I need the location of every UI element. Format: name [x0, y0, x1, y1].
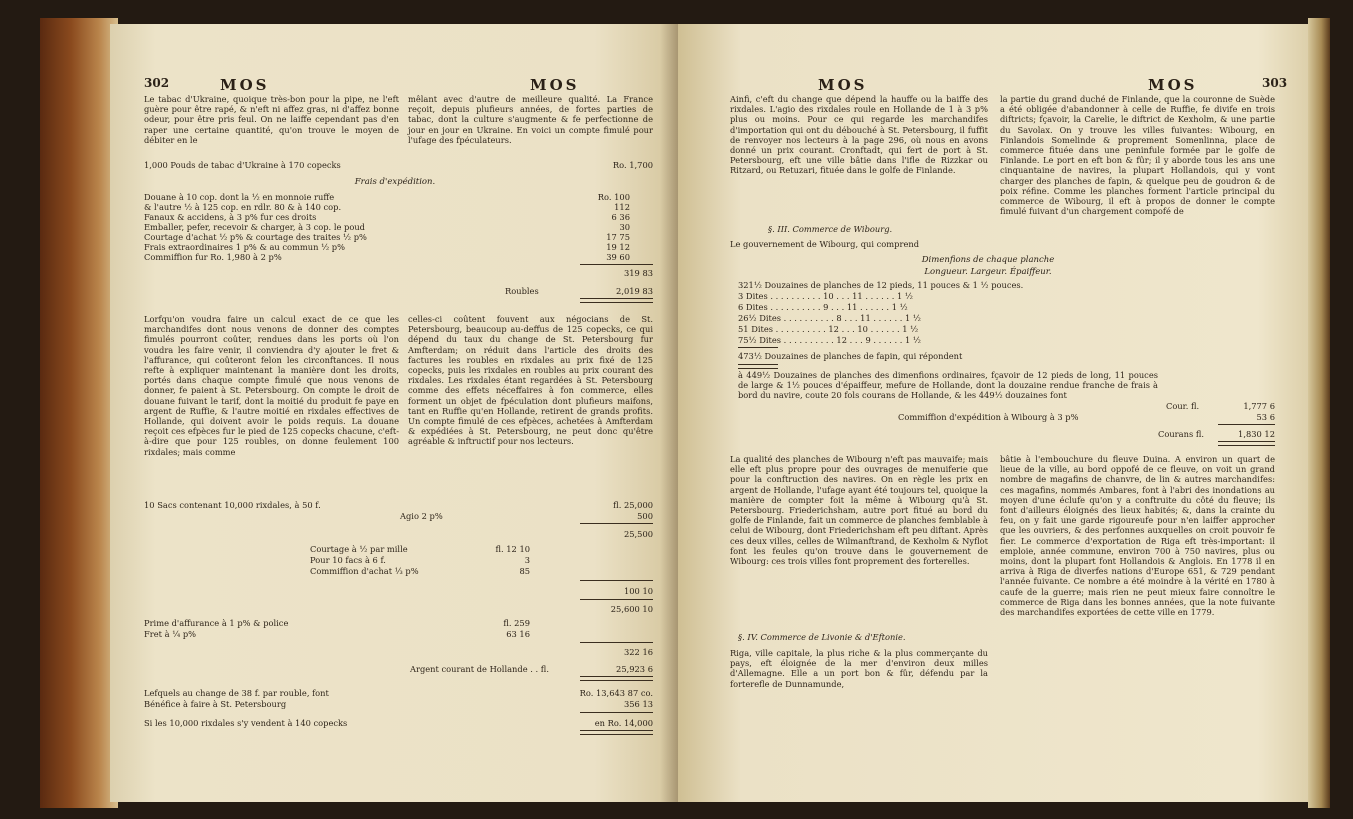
- benefice-line: Bénéfice à faire à St. Petersbourg: [144, 699, 287, 709]
- lesquels-amount: Ro. 13,643 87 co.: [579, 688, 653, 698]
- frais-title: Frais d'expédition.: [354, 177, 436, 187]
- paragraph-column-1: Lorfqu'on voudra faire un calcul exact de ce que les marchandifes dont nous venons de donner des comptes fimulés pourront coûter, rendues dans les ports où l'on voudra les faire venir, il conviendra d'y ajouter le fret & l'affurance, qui coûteront felon les circonftances. Il nous refte à expliquer maintenant la manière dont les droits, portés dans chaque compte fimulé que nous venons de donner, fe paient à St. Petersbourg. On compte le droit de douane fuivant le tarif, dont la moitié du produit fe paye en argent de Ruffie, & l'autre moitié en rixdales effectives de Hollande, qui doivent avoir le poids requis. La douane reçoit ces efpèces fur le pied de 125 copecks chacune, c'eft-à-dire que pour 125 roubles, on donne feulement 100 rixdales; mais comme: [144, 314, 399, 457]
- cost-amount: 3: [524, 555, 530, 565]
- costs-total: 100 10: [623, 586, 653, 596]
- agio-amount: 500: [637, 511, 653, 521]
- frais-amount: 17 75: [606, 232, 630, 242]
- gouvernement-line: Le gouvernement de Wibourg, qui comprend: [730, 239, 920, 249]
- rule: [580, 523, 653, 524]
- section-heading-livonie: §. IV. Commerce de Livonie & d'Eftonie.: [738, 632, 906, 642]
- dimensions-total: 473½ Douzaines de planches de fapin, qui répondent: [738, 351, 963, 361]
- running-header-right: MOS: [1148, 76, 1198, 94]
- courans-total: 1,830 12: [1238, 429, 1275, 439]
- frais-amount: 39 60: [606, 252, 630, 262]
- double-rule: [738, 364, 778, 369]
- frais-amount: Ro. 100: [597, 192, 630, 202]
- frais-amount: 30: [619, 222, 630, 232]
- tabac-amount: Ro. 1,700: [612, 160, 653, 170]
- prime-total: 322 16: [623, 647, 653, 657]
- frais-item: Douane à 10 cop. dont la ½ en monnoie ruffe: [144, 192, 335, 202]
- frais-item: Courtage d'achat ½ p% & courtage des traites ½ p%: [144, 232, 367, 242]
- sacs-amount: fl. 25,000: [613, 500, 653, 510]
- roubles-total: 2,019 83: [616, 286, 653, 296]
- cout-label: Cour. fl.: [1166, 401, 1200, 411]
- book-spread: [40, 18, 1330, 808]
- subtotal-1: 25,500: [623, 529, 653, 539]
- frais-item: Fanaux & accidens, à 3 p% fur ces droits: [144, 212, 317, 222]
- tabac-line: 1,000 Pouds de tabac d'Ukraine à 170 copecks: [144, 160, 341, 170]
- dimension-row: 3 Dites . . . . . . . . . . 10 . . . 11 . . . . . . 1 ½: [738, 291, 913, 301]
- right-column-1-top: Ainfi, c'eft du change que dépend la hauffe ou la baiffe des rixdales. L'agio des rixdales roule en Hollande de 1 à 3 p% plus ou moins. Pour ce qui regarde les marchandifes d'importation qui ont du débouché à St. Petersbourg, il fuffit de renvoyer nos lecteurs à la page 296, où nous en avons donné un prix courant. Cronftadt, qui fert de port à St. Petersbourg, eft une ville bâtie dans l'ifle de Rizzkar ou Ritzard, ou Retuzari, fituée dans le golfe de Finlande.: [730, 94, 988, 176]
- lesquels-line: Lefquels au change de 38 f. par rouble, font: [144, 688, 329, 698]
- frais-item: Frais extraordinaires 1 p% & au commun ½ p%: [144, 242, 345, 252]
- rule: [580, 264, 653, 265]
- agio-line: Agio 2 p%: [400, 511, 443, 521]
- argent-total: 25,923 6: [616, 664, 653, 674]
- cost-item: Commiffion d'achat ⅓ p%: [310, 566, 419, 576]
- frais-item: Emballer, pefer, recevoir & charger, à 3 cop. le poud: [144, 222, 365, 232]
- dimension-row: 321½ Douzaines de planches de 12 pieds, 11 pouces & 1 ½ pouces.: [738, 280, 1024, 290]
- cost-item: Pour 10 facs à 6 f.: [310, 555, 386, 565]
- equivalence-text: à 449½ Douzaines de planches des dimenfions ordinaires, fçavoir de 12 pieds de long, 11 pouces de large & 1½ pouces d'épaiffeur, mefure de Hollande, dont la douzaine rendue franche de frais à bord du navire, coute 20 fols courans de Hollande, & les 449½ douzaines font: [738, 370, 1158, 401]
- prime-amount: 63 16: [506, 629, 530, 639]
- dimensions-title: Dimenfions de chaque planche: [921, 255, 1055, 265]
- prime-item: Fret à ¼ p%: [144, 629, 197, 639]
- left-page: [110, 24, 680, 802]
- cost-amount: fl. 12 10: [495, 544, 530, 554]
- frais-amount: 6 36: [611, 212, 630, 222]
- frais-amount: 19 12: [606, 242, 630, 252]
- dimensions-headings: Longueur. Largeur. Épaiffeur.: [924, 267, 1052, 277]
- rule: [580, 642, 653, 643]
- right-column-1-bottom: La qualité des planches de Wibourg n'eft pas mauvaife; mais elle eft plus propre pour des ouvrages de menuiferie que pour la conftruction des navires. On en règle les prix en argent de Hollande, l'ufage ayant été toujours tel, quoique la manière de compter foit la même à Wibourg qu'à St. Petersbourg. Friederichsham, autre port fitué au bord du golfe de Finlande, fait un commerce de planches femblable à celui de Wibourg, dont Friederichsham eft peu diftant. Après ces deux villes, celles de Wilmanftrand, de Kexholm & Nyflot font les feules qu'on trouve dans le gouvernement de Wibourg: ces trois villes font proprement des forterelles.: [730, 454, 988, 567]
- rule: [580, 599, 653, 600]
- prime-item: Prime d'affurance à 1 p% & police: [144, 618, 289, 628]
- page-number-left: 302: [144, 76, 170, 90]
- frais-item: Commiffion fur Ro. 1,980 à 2 p%: [144, 252, 282, 262]
- frais-amount: 112: [614, 202, 630, 212]
- rule: [738, 347, 778, 348]
- dimension-row: 51 Dites . . . . . . . . . . 12 . . . 10 . . . . . . 1 ½: [738, 324, 919, 334]
- dimension-row: 75½ Dites . . . . . . . . . . 12 . . . 9 . . . . . . 1 ½: [738, 335, 921, 345]
- roubles-label: Roubles: [505, 286, 539, 296]
- right-column-2-bottom: bâtie à l'embouchure du fleuve Duina. A environ un quart de lieue de la ville, au bord oppofé de ce fleuve, on voit un grand nombre de magafins de chanvre, de lin & autres marchandifes: ces magafins, nommés Ambares, font à l'abri des inondations au moyen d'une éclufe qu'on y a conftruite du côté du fleuve; ils font d'ailleurs éloignés des lieux habités; &, dans la crainte du feu, on y fait une garde rigoureufe pour n'en laiffer approcher que les ouvriers, & des perfonnes auxquelles on croit pouvoir fe fier. Le commerce d'exportation de Riga eft très-important: il emploie, année commune, environ 700 à 750 navires, plus ou moins, dont la plupart font Hollandois & Anglois. En 1778 il en arriva à Riga de diverfes nations d'Europe 651, & 729 pendant l'année fuivante. Ce nombre a été moindre à la vérité en 1780 à caufe de la guerre; mais rien ne peut mieux faire connoître le commerce de Riga dans les bonnes années, que la note fuivante des marchandifes exportées de cette ville en 1779.: [1000, 454, 1275, 618]
- running-header-left: MOS: [818, 76, 868, 94]
- double-rule: [580, 730, 653, 735]
- double-rule: [1218, 441, 1275, 446]
- section-heading-wibourg: §. III. Commerce de Wibourg.: [768, 224, 893, 234]
- intro-column-2: mêlant avec d'autre de meilleure qualité. La France reçoit, depuis plufieurs années, de fortes parties de tabac, dont la culture s'augmente & fe perfectionne de jour en jour en Ukraine. En voici un compte fimulé pour l'ufage des fpéculateurs.: [408, 94, 653, 145]
- running-header-right: MOS: [530, 76, 580, 94]
- intro-column-1: Le tabac d'Ukraine, quoique très-bon pour la pipe, ne l'eft guère pour être rapé, & n'eft ni affez gras, ni d'affez bonne odeur, pour être pris feul. On ne laiffe cependant pas d'en raper une certaine quantité, qu'on trouve le moyen de débiter en le: [144, 94, 399, 145]
- courans-label: Courans fl.: [1158, 429, 1205, 439]
- subtotal-2: 25,600 10: [610, 604, 653, 614]
- cost-amount: 85: [519, 566, 530, 576]
- double-rule: [580, 676, 653, 681]
- double-rule: [580, 298, 653, 303]
- rule: [1218, 424, 1275, 425]
- dimension-row: 26½ Dites . . . . . . . . . . 8 . . . 11 . . . . . . 1 ½: [738, 313, 921, 323]
- sacs-line: 10 Sacs contenant 10,000 rixdales, à 50 f.: [144, 500, 321, 510]
- paragraph-column-2: celles-ci coûtent fouvent aux négocians de St. Petersbourg, beaucoup au-deffus de 125 copecks, ce qui dépend du taux du change de St. Petersbourg fur Amfterdam; on réduit dans l'article des droits des factures les roubles en rixdales au prix fixé de 125 copecks, puis les rixdales en roubles au prix courant des rixdales. Les rixdales étant regardées à St. Petersbourg comme des effets néceffaires à fon commerce, elles forment un objet de fpéculation dont plufieurs maifons, tant en Ruffie qu'en Hollande, retirent de grands profits. Un compte fimulé de ces efpèces, achetées à Amfterdam & expédiées à St. Petersbourg, ne peut donc qu'être agréable & inftructif pour nos lecteurs.: [408, 314, 653, 447]
- si-line: Si les 10,000 rixdales s'y vendent à 140 copecks: [144, 718, 348, 728]
- right-column-2-top: la partie du grand duché de Finlande, que la couronne de Suède a été obligée d'abandonner à celle de Ruffie, fe divife en trois diftricts; fçavoir, la Carelie, le diftrict de Kexholm, & une partie du Savolax. On y trouve les villes fuivantes: Wibourg, en Finlandois Somelinde & proprement Somenlinna, place de commerce fituée dans une peninfule formée par le golfe de Finlande. Le port en eft bon & fûr; il y aborde tous les ans une cinquantaine de navires, la plupart Hollandois, qui y vont charger des planches de fapin, & quelque peu de goudron & de poix réfine. Comme les planches forment l'article principal du commerce de Wibourg, il eft à propos de donner le compte fimulé fuivant d'un chargement compofé de: [1000, 94, 1275, 217]
- book-cover-left: [40, 18, 118, 808]
- running-header-left: MOS: [220, 76, 270, 94]
- commission-line: Commiffion d'expédition à Wibourg à 3 p%: [898, 412, 1079, 422]
- commission-amount: 53 6: [1256, 412, 1275, 422]
- page-number-right: 303: [1262, 76, 1288, 90]
- prime-amount: fl. 259: [503, 618, 530, 628]
- rule: [580, 712, 653, 713]
- cost-item: Courtage à ½ par mille: [310, 544, 408, 554]
- frais-total: 319 83: [623, 268, 653, 278]
- cout-amount: 1,777 6: [1243, 401, 1275, 411]
- argent-label: Argent courant de Hollande . . fl.: [410, 664, 549, 674]
- si-amount: en Ro. 14,000: [594, 718, 653, 728]
- riga-paragraph: Riga, ville capitale, la plus riche & la plus commerçante du pays, eft éloignée de la mer d'environ deux milles d'Allemagne. Elle a un port bon & fûr, défendu par la forterefle de Dunnamunde,: [730, 648, 988, 689]
- rule: [580, 580, 653, 581]
- benefice-amount: 356 13: [623, 699, 653, 709]
- dimension-row: 6 Dites . . . . . . . . . . 9 . . . 11 . . . . . . 1 ½: [738, 302, 908, 312]
- frais-item: & l'autre ½ à 125 cop. en rdlr. 80 & à 140 cop.: [144, 202, 342, 212]
- book-cover-right: [1308, 18, 1330, 808]
- right-page: [678, 24, 1308, 802]
